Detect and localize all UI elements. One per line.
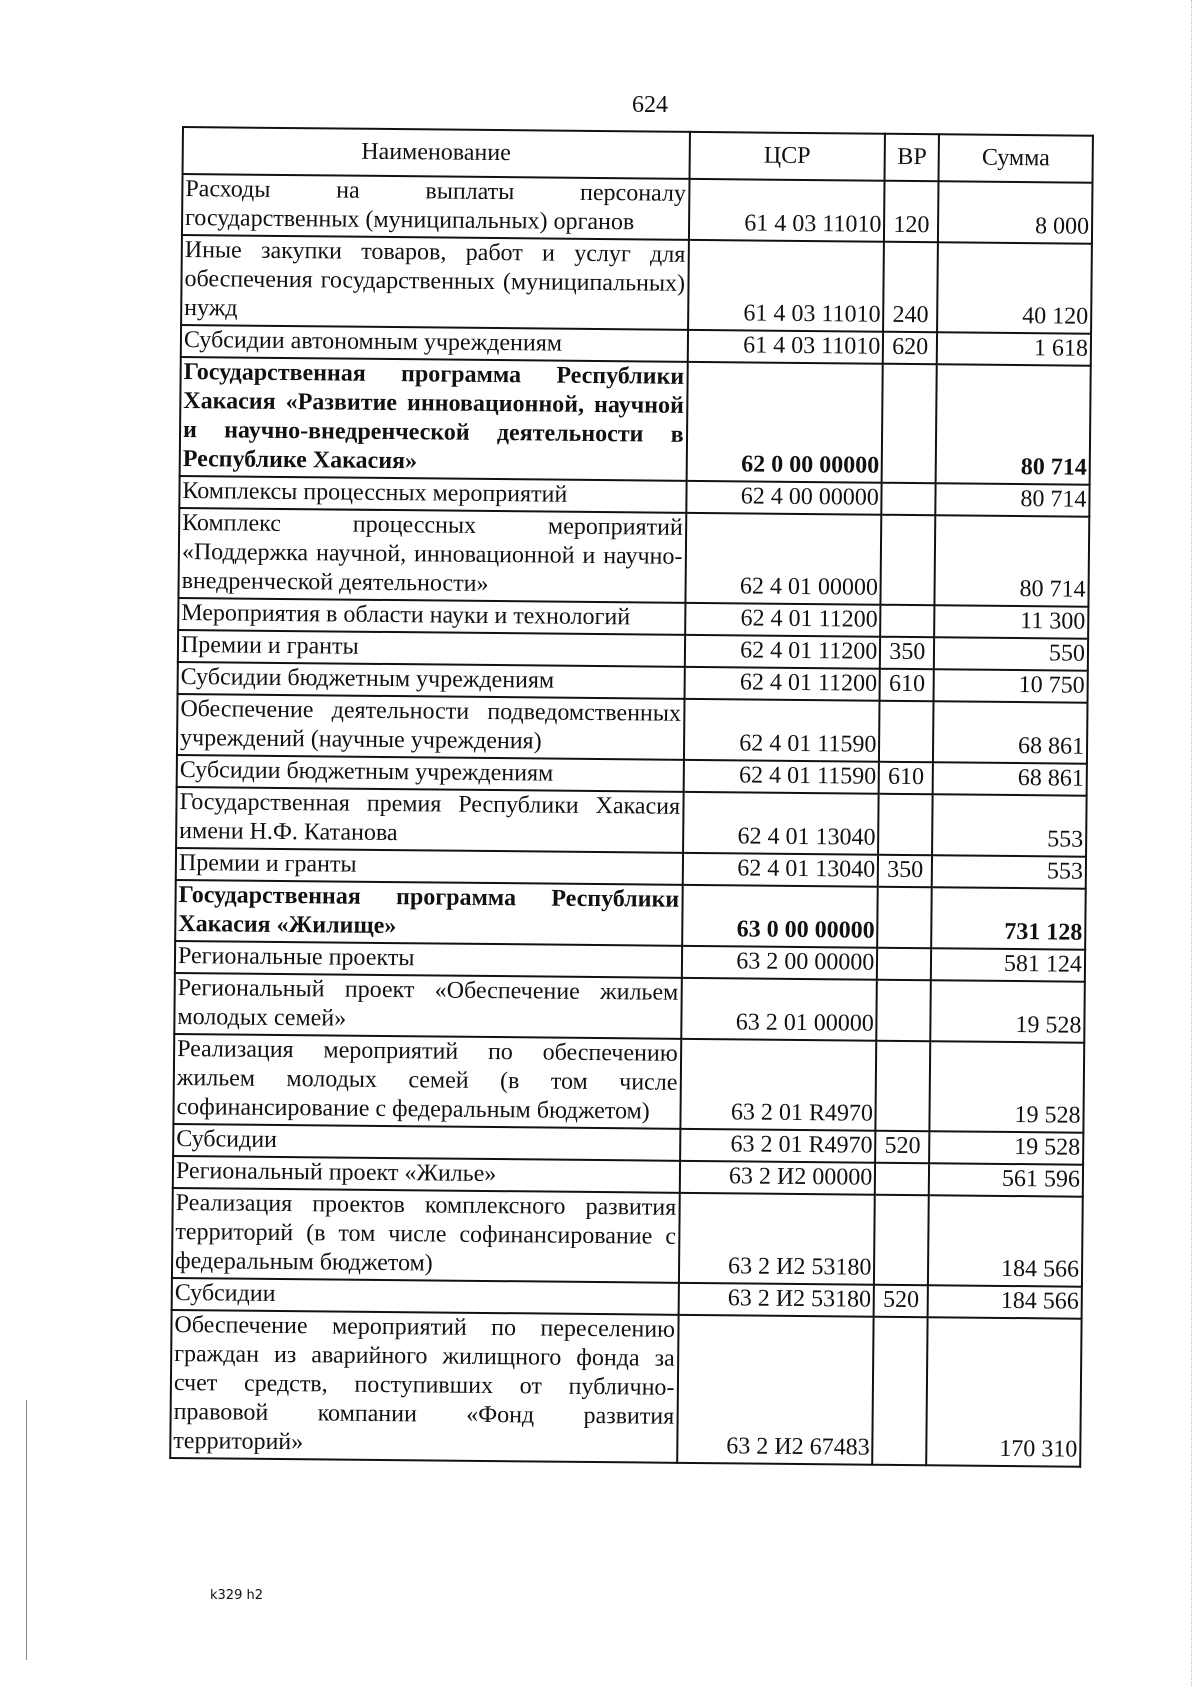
cell-csr: 62 4 01 13040 (682, 853, 878, 887)
cell-name: Реализация мероприятий по обеспечению жильем молодых семей (в том числе софинансирование с федеральным бюджетом) (173, 1034, 680, 1129)
cell-csr: 63 2 01 R4970 (680, 1129, 876, 1163)
cell-name: Обеспечение деятельности подведомственных учреждений (научные учреждения) (177, 694, 684, 760)
cell-sum: 40 120 (937, 242, 1092, 333)
cell-name: Государственная программа Республики Хакасия «Развитие инновационной, научной и научно-внедренческой деятельности в Республике Хакасия» (180, 357, 688, 481)
cell-vr (875, 1163, 929, 1196)
cell-sum: 10 750 (934, 669, 1088, 702)
cell-vr (879, 701, 934, 763)
cell-vr: 240 (883, 242, 938, 333)
cell-vr (878, 794, 933, 856)
cell-csr: 63 2 01 00000 (681, 978, 877, 1041)
cell-sum: 19 528 (931, 980, 1085, 1042)
cell-csr: 62 4 01 13040 (683, 792, 879, 855)
scan-edge-line (1190, 0, 1192, 1686)
cell-csr: 63 2 И2 67483 (677, 1315, 874, 1465)
cell-csr: 63 2 01 R4970 (680, 1039, 877, 1131)
cell-name: Комплекс процессных мероприятий «Поддержка научной, инновационной и научно-внедренческой деятельности» (178, 508, 685, 603)
cell-sum: 561 596 (929, 1163, 1083, 1196)
cell-name: Субсидии автономным учреждениям (181, 325, 688, 362)
table-row (181, 235, 1092, 334)
cell-vr: 610 (879, 762, 933, 795)
page-number: 624 (632, 92, 668, 118)
cell-vr (873, 1317, 928, 1466)
cell-name: Субсидии бюджетным учреждениям (178, 662, 685, 699)
cell-name: Государственная программа Республики Хакасия «Жилище» (175, 880, 682, 946)
cell-csr: 63 2 И2 53180 (678, 1193, 875, 1285)
cell-vr (882, 364, 937, 484)
cell-vr: 120 (884, 181, 939, 243)
cell-sum: 1 618 (937, 332, 1091, 365)
cell-sum: 184 566 (928, 1195, 1083, 1286)
table-body (170, 174, 1092, 1467)
column-header-name: Наименование (183, 127, 690, 179)
cell-csr: 61 4 03 11010 (687, 330, 883, 364)
column-header-csr: ЦСР (689, 132, 885, 181)
cell-vr (880, 605, 934, 638)
cell-name: Региональный проект «Жилье» (173, 1156, 680, 1193)
cell-vr (878, 887, 933, 949)
cell-sum: 170 310 (926, 1317, 1081, 1466)
cell-vr (874, 1195, 929, 1286)
cell-csr: 63 2 И2 53180 (678, 1283, 874, 1317)
cell-name: Реализация проектов комплексного развития территорий (в том числе софинансирование с федеральным бюджетом) (172, 1188, 679, 1283)
cell-csr: 62 4 01 11200 (684, 635, 880, 669)
column-header-vr: ВР (885, 134, 939, 182)
cell-sum: 731 128 (931, 887, 1085, 949)
cell-sum: 80 714 (936, 364, 1091, 484)
cell-sum: 19 528 (930, 1041, 1085, 1132)
cell-sum: 80 714 (936, 483, 1090, 516)
cell-vr: 350 (878, 855, 932, 888)
cell-sum: 11 300 (934, 605, 1088, 638)
cell-sum: 19 528 (929, 1131, 1083, 1164)
table-row (178, 508, 1089, 607)
cell-csr: 63 2 И2 00000 (679, 1161, 875, 1195)
cell-sum: 68 861 (933, 762, 1087, 795)
table-row (177, 694, 1088, 764)
cell-sum: 553 (932, 794, 1086, 856)
cell-name: Мероприятия в области науки и технологий (178, 598, 685, 635)
table-row (170, 1310, 1081, 1467)
scan-margin-line (26, 1400, 27, 1660)
cell-csr: 61 4 03 11010 (689, 179, 885, 242)
cell-name: Иные закупки товаров, работ и услуг для обеспечения государственных (муниципальных) нужд (181, 235, 688, 330)
cell-sum: 68 861 (933, 701, 1087, 763)
table-row (176, 787, 1087, 857)
cell-csr: 62 4 01 00000 (685, 513, 882, 605)
column-header-sum: Сумма (939, 134, 1093, 182)
cell-csr: 63 0 00 00000 (682, 885, 878, 948)
table-row (180, 357, 1091, 485)
cell-sum: 553 (932, 855, 1086, 888)
table-row (172, 1188, 1083, 1287)
cell-csr: 62 4 00 00000 (686, 481, 882, 515)
cell-sum: 550 (934, 637, 1088, 670)
cell-name: Субсидии (172, 1278, 679, 1315)
table-row (174, 973, 1085, 1043)
cell-name: Региональный проект «Обеспечение жильем молодых семей» (174, 973, 681, 1039)
cell-vr: 610 (880, 669, 934, 702)
cell-vr: 350 (880, 637, 934, 670)
cell-name: Обеспечение мероприятий по переселению граждан из аварийного жилищного фонда за счет средств, поступивших от публично-правовой компании «Фонд развития территорий» (170, 1310, 678, 1463)
cell-name: Субсидии бюджетным учреждениям (177, 755, 684, 792)
table-row (175, 880, 1086, 950)
cell-csr: 63 2 00 00000 (681, 946, 877, 980)
cell-vr (876, 1041, 931, 1132)
cell-csr: 62 4 01 11200 (684, 667, 880, 701)
cell-name: Расходы на выплаты персоналу государственных (муниципальных) органов (182, 174, 689, 240)
cell-vr (877, 948, 931, 981)
cell-vr: 520 (875, 1131, 929, 1164)
cell-sum: 184 566 (928, 1285, 1082, 1318)
cell-name: Комплексы процессных мероприятий (179, 476, 686, 513)
cell-csr: 62 4 01 11590 (683, 760, 879, 794)
cell-name: Премии и гранты (178, 630, 685, 667)
cell-vr: 520 (874, 1285, 928, 1318)
cell-name: Субсидии (173, 1124, 680, 1161)
cell-csr: 62 4 01 11590 (684, 699, 880, 762)
cell-csr: 62 4 01 11200 (685, 603, 881, 637)
cell-name: Премии и гранты (176, 848, 683, 885)
cell-csr: 62 0 00 00000 (686, 362, 883, 483)
cell-name: Региональные проекты (175, 941, 682, 978)
cell-name: Государственная премия Республики Хакасия имени Н.Ф. Катанова (176, 787, 683, 853)
cell-csr: 61 4 03 11010 (688, 240, 885, 332)
cell-vr: 620 (883, 332, 937, 365)
footer-code: k329 h2 (210, 1588, 263, 1603)
cell-sum: 8 000 (938, 181, 1092, 243)
cell-sum: 80 714 (935, 515, 1090, 606)
cell-vr (882, 483, 936, 516)
table-row (173, 1034, 1084, 1133)
table-row (182, 174, 1093, 244)
cell-vr (881, 515, 936, 606)
cell-sum: 581 124 (931, 948, 1085, 981)
budget-table (169, 126, 1094, 1468)
cell-vr (877, 980, 932, 1042)
